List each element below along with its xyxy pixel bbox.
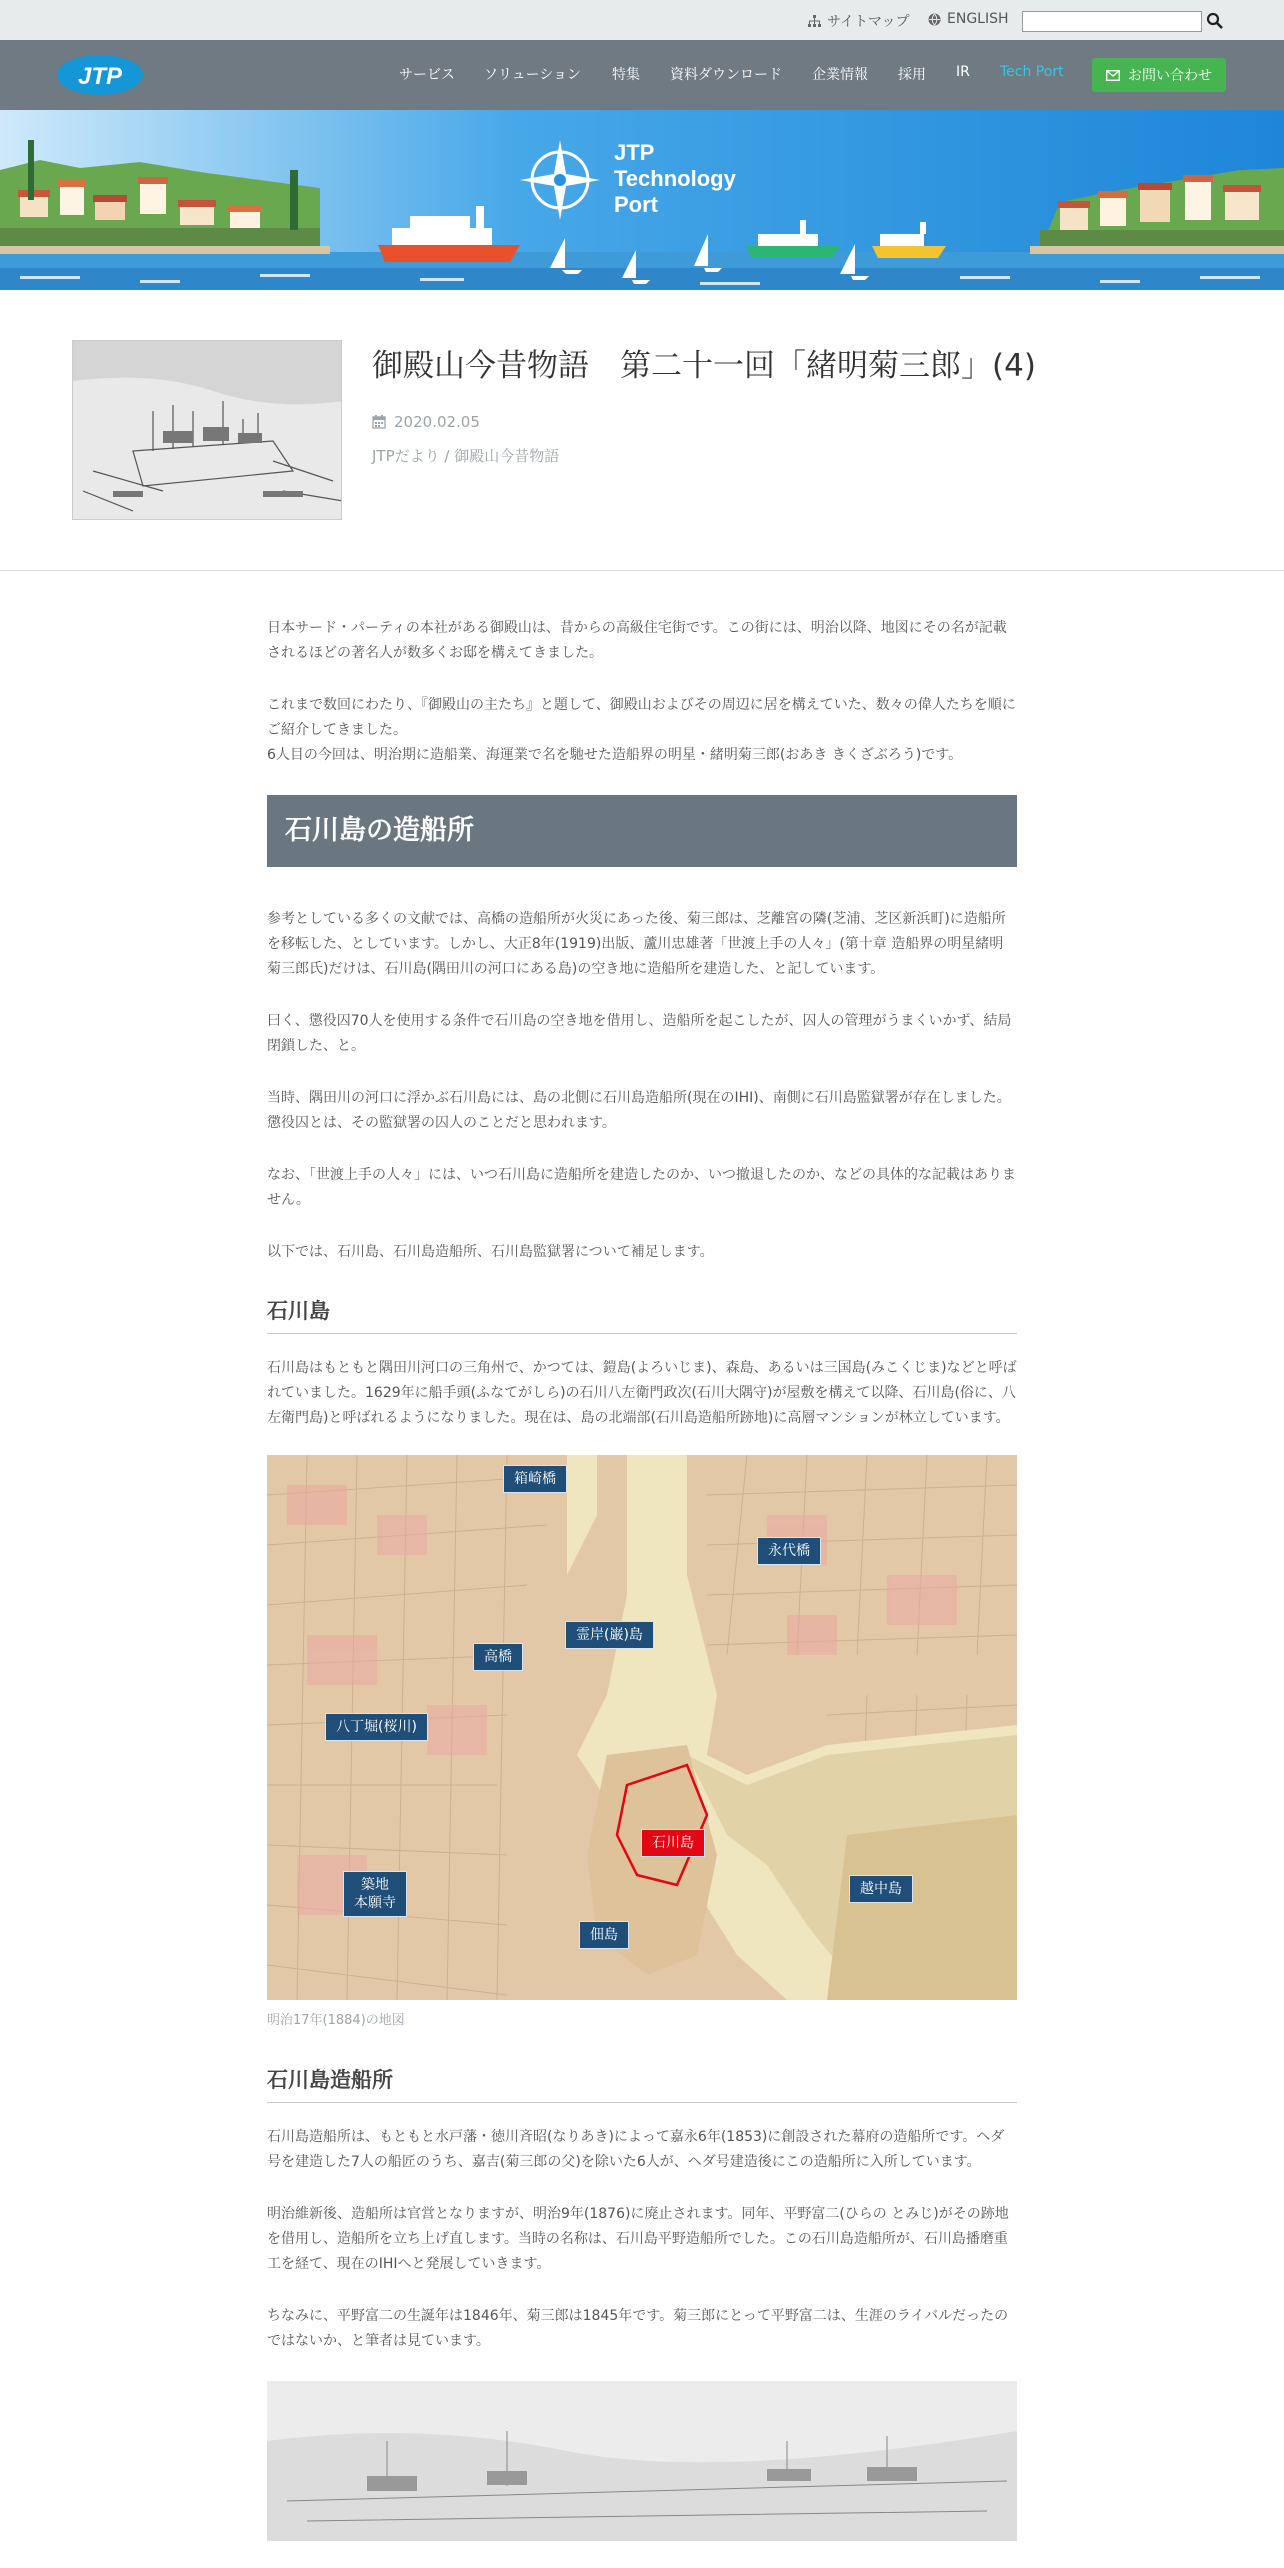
sitemap-label: サイトマップ bbox=[827, 14, 910, 30]
search-input[interactable] bbox=[1022, 11, 1202, 32]
map-label-ecchu: 越中島 bbox=[849, 1875, 913, 1903]
hero-brand-line3: Port bbox=[614, 192, 658, 217]
utility-bar bbox=[0, 0, 1284, 40]
section-paragraph-1: 参考としている多くの文献では、高橋の造船所が火災にあった後、菊三郎は、芝離宮の隣(芝浦、芝区新浜町)に造船所を移転した、としています。しかし、大正8年(1919)出版、蘆川忠雄著「世渡上手の人々」(第十章 造船界の明星緒明菊三郎氏)だけは、石川島(隅田川の河口にある島)の空き地に造船所を建造した、と記しています。 bbox=[267, 911, 1006, 977]
nav-item-features[interactable]: 特集 bbox=[612, 67, 640, 83]
sitemap-link[interactable] bbox=[808, 11, 909, 31]
article-thumbnail bbox=[72, 340, 342, 520]
shipyard-paragraph-1: 石川島造船所は、もともと水戸藩・徳川斉昭(なりあき)によって嘉永6年(1853)に創設された幕府の造船所です。ヘダ号を建造した7人の船匠のうち、嘉吉(菊三郎の父)を除いた6人が、ヘダ号建造後にこの造船所に入所しています。 bbox=[267, 2129, 1005, 2170]
section-paragraph-2: 曰く、懲役囚70人を使用する条件で石川島の空き地を借用し、造船所を起こしたが、囚人の管理がうまくいかず、結局閉鎖した、と。 bbox=[267, 1013, 1012, 1054]
sitemap-icon bbox=[808, 15, 821, 28]
section-paragraph-5: 以下では、石川島、石川島造船所、石川島監獄署について補足します。 bbox=[267, 1244, 714, 1260]
header-divider bbox=[0, 570, 1284, 571]
section-paragraph-4: なお、「世渡上手の人々」には、いつ石川島に造船所を建造したのか、いつ撤退したのか、などの具体的な記載はありません。 bbox=[267, 1167, 1016, 1208]
search-icon[interactable] bbox=[1206, 12, 1224, 30]
map-label-hatchobori: 八丁堀(桜川) bbox=[325, 1713, 428, 1741]
globe-icon bbox=[928, 13, 941, 26]
map-label-tsukiji bbox=[343, 1871, 407, 1917]
logo-text: JTP bbox=[77, 63, 123, 90]
map-label-takahashi: 高橋 bbox=[473, 1643, 523, 1671]
ishikawajima-paragraph: 石川島はもともと隅田川河口の三角州で、かつては、鎧島(よろいじま)、森島、あるいは三国島(みこくじま)などと呼ばれていました。1629年に船手頭(ふなてがしら)の石川八左衛門政次(石川大隅守)が屋敷を構えて以降、石川島(俗に、八左衛門島)と呼ばれるようになりました。現在は、島の北端部(石川島造船所跡地)に高層マンションが林立しています。 bbox=[267, 1360, 1017, 1426]
shipyard-engraving bbox=[267, 2381, 1017, 2541]
hero-brand-line2: Technology bbox=[614, 166, 736, 191]
envelope-icon bbox=[1106, 70, 1120, 81]
map-label-tsukuda: 佃島 bbox=[579, 1921, 629, 1949]
article-date bbox=[372, 413, 480, 431]
shipyard-sketch bbox=[73, 341, 342, 520]
date-text: 2020.02.05 bbox=[394, 413, 480, 431]
contact-button[interactable] bbox=[1092, 58, 1226, 92]
nav-item-company[interactable]: 企業情報 bbox=[812, 67, 868, 83]
english-link[interactable] bbox=[928, 11, 1009, 27]
nav-item-recruit[interactable]: 採用 bbox=[898, 67, 926, 83]
article-categories[interactable]: JTPだより / 御殿山今昔物語 bbox=[372, 447, 560, 465]
hero-brand-line1: JTP bbox=[614, 140, 655, 165]
map-label-ishikawajima: 石川島 bbox=[641, 1829, 705, 1857]
map-label-reigan: 霊岸(巌)島 bbox=[565, 1621, 654, 1649]
main-navbar bbox=[0, 40, 1284, 110]
shipyard-paragraph-2: 明治維新後、造船所は官営となりますが、明治9年(1876)に廃止されます。同年、平野富二(ひらの とみじ)がその跡地を借用し、造船所を立ち上げ直します。当時の名称は、石川島平野造船所でした。この石川島造船所が、石川島播磨重工を経て、現在のIHIへと発展していきます。 bbox=[267, 2206, 1009, 2272]
harbor-illustration bbox=[0, 110, 1284, 290]
shipyard-paragraph-3: ちなみに、平野富二の生誕年は1846年、菊三郎は1845年です。菊三郎にとって平野富二は、生涯のライバルだったのではないか、と筆者は見ています。 bbox=[267, 2308, 1009, 2349]
map-label-tsukiji-line2: 本願寺 bbox=[354, 1895, 396, 1911]
map-label-hakozaki: 箱崎橋 bbox=[503, 1465, 567, 1493]
nav-item-techport[interactable]: Tech Port bbox=[1000, 64, 1064, 80]
nav-item-ir[interactable]: IR bbox=[956, 64, 970, 80]
section-heading-shipyard: 石川島の造船所 bbox=[267, 795, 1017, 867]
jtp-logo[interactable] bbox=[56, 54, 144, 96]
subheading-shipyard: 石川島造船所 bbox=[267, 2064, 1017, 2103]
nav-item-downloads[interactable]: 資料ダウンロード bbox=[670, 67, 782, 83]
intro-paragraph-1: 日本サード・パーティの本社がある御殿山は、昔からの高級住宅街です。この街には、明治以降、地図にその名が記載されるほどの著名人が数多くお邸を構えてきました。 bbox=[267, 620, 1007, 661]
section-paragraph-3: 当時、隅田川の河口に浮かぶ石川島には、島の北側に石川島造船所(現在のIHI)、南側に石川島監獄署が存在しました。懲役囚とは、その監獄署の囚人のことだと思われます。 bbox=[267, 1090, 1011, 1131]
contact-label: お問い合わせ bbox=[1128, 68, 1212, 84]
nav-item-solutions[interactable]: ソリューション bbox=[484, 67, 582, 83]
calendar-icon bbox=[372, 415, 386, 429]
intro-paragraph-2a: これまで数回にわたり、『御殿山の主たち』と題して、御殿山およびその周辺に居を構えていた、数々の偉人たちを順にご紹介してきました。 bbox=[267, 697, 1016, 738]
shipyard-photo bbox=[267, 2381, 1017, 2541]
english-label: ENGLISH bbox=[947, 11, 1009, 27]
intro-paragraph-2b: 6人目の今回は、明治期に造船業、海運業で名を馳せた造船界の明星・緒明菊三郎(おあき きくざぶろう)です。 bbox=[267, 747, 963, 763]
hero-banner bbox=[0, 110, 1284, 290]
map-label-tsukiji-line1: 築地 bbox=[361, 1877, 389, 1893]
historic-map bbox=[267, 1455, 1017, 2000]
article-title: 御殿山今昔物語 第二十一回「緒明菊三郎」(4) bbox=[372, 348, 1036, 384]
article-body bbox=[267, 616, 1017, 2541]
nav-item-services[interactable]: サービス bbox=[399, 67, 455, 83]
map-caption: 明治17年(1884)の地図 bbox=[267, 2013, 405, 2028]
map-label-eitai: 永代橋 bbox=[757, 1537, 821, 1565]
subheading-ishikawajima: 石川島 bbox=[267, 1295, 1017, 1334]
